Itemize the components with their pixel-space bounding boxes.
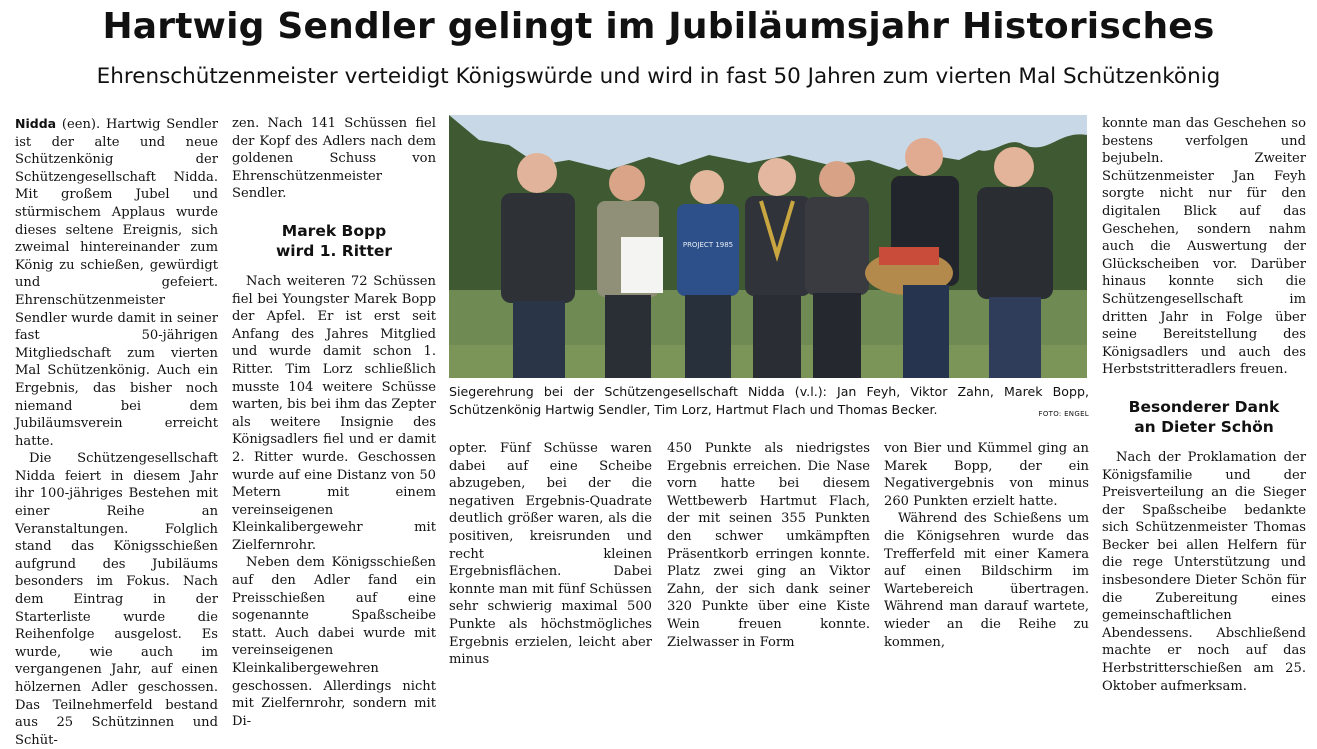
article-column-6 <box>1102 115 1306 694</box>
paragraph: zen. Nach 141 Schüssen fiel der Kopf des Adlers nach dem goldenen Schuss von Ehrenschützenmeister Sendler. <box>232 116 436 202</box>
dateline: Nidda <box>15 116 57 131</box>
subheading-marek-bopp: Marek Bopp wird 1. Ritter <box>275 221 393 260</box>
paragraph: konnte man das Geschehen so bestens verfolgen und bejubeln. Zweiter Schützenmeister Jan Feyh sorgte nicht nur für den digitalen Blick auf das Geschehen, sondern nahm auch die Auswertung der Glückscheiben vor. Darüber hinaus konnte sich die Schützengesellschaft im dritten Jahr in Folge über seine Bereitstellung des Königsadlers und auch des Herbststritteradlers freuen. <box>1102 116 1306 378</box>
headline: Hartwig Sendler gelingt im Jubiläumsjahr Historisches <box>102 6 1215 47</box>
caption-text: Siegerehrung bei der Schützengesellschaft Nidda (v.l.): Jan Feyh, Viktor Zahn, Marek Bopp, Schützenkönig Hartwig Sendler, Tim Lorz, Hartmut Flach und Thomas Becker. <box>449 384 1089 417</box>
ceremony-photo <box>449 115 1087 378</box>
paragraph: opter. Fünf Schüsse waren dabei auf eine Scheibe abzugeben, bei der die negativen Ergebnis-Quadrate deutlich größer waren, als die positiven, kreisrunden und recht kleinen Ergebnisflächen. Dabei konnte man mit fünf Schüssen sehr schwierig maximal 500 Punkte als höchstmögliches Ergebnis erzielen, leicht aber minus <box>449 441 652 668</box>
subheadline: Ehrenschützenmeister verteidigt Königswürde und wird in fast 50 Jahren zum vierten Mal Schützenkönig <box>96 64 1221 89</box>
article-column-4 <box>667 440 870 650</box>
paragraph: Während des Schießens um die Königsehren wurde das Trefferfeld mit einer Kamera auf einen Bildschirm im Wartebereich übertragen. Während man darauf wartete, wieder an die Reihe zu kommen, <box>884 511 1089 650</box>
paragraph <box>15 115 218 450</box>
paragraph: von Bier und Kümmel ging an Marek Bopp, der ein Negativergebnis von minus 260 Punkten erzielt hatte. <box>884 441 1089 509</box>
article-column-3 <box>449 440 652 668</box>
subheading-besonderer-dank: Besonderer Dank an Dieter Schön <box>1128 397 1280 436</box>
paragraph: 450 Punkte als niedrigstes Ergebnis erreichen. Die Nase vorn hatte bei diesem Wettbewerb Hartmut Flach, der mit seinen 355 Punkten den schwer umkämpften Präsentkorb erringen konnte. Platz zwei ging an Viktor Zahn, der sich dank seiner 320 Punkte über eine Kiste Wein freuen konnte. Zielwasser in Form <box>667 441 870 650</box>
photo-illustration <box>449 115 1087 378</box>
paragraph: Nach der Proklamation der Königsfamilie und der Preisverteilung an die Sieger der Spaßscheibe bedankte sich Schützenmeister Thomas Becker bei allen Helfern für die rege Unterstützung und insbesondere Dieter Schön für die Zubereitung eines gemeinschaftlichen Abendessens. Abschließend machte er noch auf das Herbstritterschießen am 25. Oktober aufmerksam. <box>1102 449 1306 694</box>
photo-credit: FOTO: ENGEL <box>1038 410 1089 418</box>
article-column-5 <box>884 440 1089 650</box>
paragraph-text: (een). Hartwig Sendler ist der alte und neue Schützenkönig der Schützengesellschaft Nidda. Mit großem Jubel und stürmischem Applaus wurde dieses seltene Ereignis, sich zweimal hintereinander zum König zu schießen, gewürdigt und gefeiert. Ehrenschützenmeister Sendler wurde damit in seiner fast 50-jährigen Mitgliedschaft zum vierten Mal Schützenkönig. Auch ein Ergebnis, das bisher noch niemand bei dem Jubiläumsverein erreicht hatte. <box>15 117 219 449</box>
shirt-text: PROJECT 1985 <box>682 241 734 249</box>
article-column-2 <box>232 115 436 729</box>
paragraph: Nach weiteren 72 Schüssen fiel bei Youngster Marek Bopp der Apfel. Er ist erst seit Anfang des Jahres Mitglied und wurde damit schon 1. Ritter. Tim Lorz schließlich musste 104 weitere Schüsse warten, bis bei ihm das Zepter als weitere Insignie des Königsadlers fiel und er damit 2. Ritter wurde. Geschossen wurde auf eine Distanz von 50 Metern mit einem vereinseigenen Kleinkalibergewehr mit Zielfernrohr. <box>232 273 436 553</box>
photo-caption <box>449 383 1089 423</box>
paragraph: Die Schützengesellschaft Nidda feiert in diesem Jahr ihr 100-jähriges Bestehen mit einer Reihe an Veranstaltungen. Folglich stand das Königsschießen aufgrund des Jubiläums besonders im Fokus. Nach dem Eintrag in der Starterliste wurde die Reihenfolge ausgelost. Es wurde, wie auch im vergangenen Jahr, auf einen hölzernen Adler geschossen. Das Teilnehmerfeld bestand aus 25 Schützinnen und Schüt- <box>15 451 218 748</box>
paragraph: Neben dem Königsschießen auf den Adler fand ein Preisschießen auf eine sogenannte Spaßscheibe statt. Auch dabei wurde mit vereinseigenen Kleinkalibergewehren geschossen. Allerdings nicht mit Zielfernrohr, sondern mit Di- <box>232 555 436 729</box>
article-column-1 <box>15 115 219 748</box>
